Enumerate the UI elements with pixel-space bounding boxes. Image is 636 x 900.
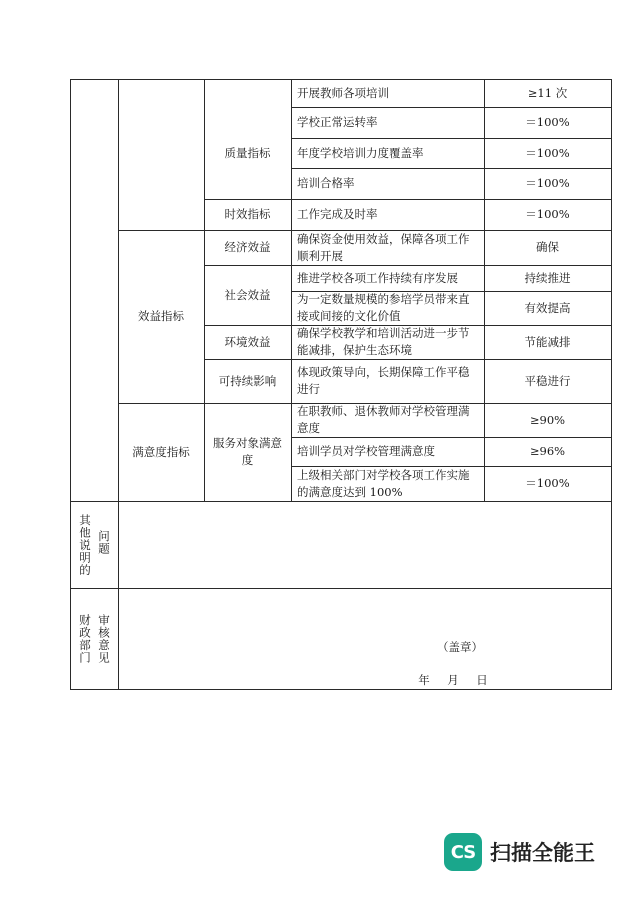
indicator-cell: 为一定数量规模的参培学员带来直接或间接的文化价值 <box>297 292 470 323</box>
indicator-cell: 上级相关部门对学校各项工作实施的满意度达到 100% <box>297 467 470 499</box>
indicator-cell: 推进学校各项工作持续有序发展 <box>297 270 458 285</box>
value-cell: ≥90% <box>529 412 566 427</box>
indicator-cell: 培训学员对学校管理满意度 <box>297 444 435 458</box>
value-cell: ＝100% <box>525 145 570 160</box>
finance-department-label: 财政部门 <box>78 614 92 664</box>
value-cell: 确保 <box>536 240 559 254</box>
value-cell: ≥96% <box>529 444 566 458</box>
date-day: 日 <box>476 672 488 687</box>
app-name-watermark: 扫描全能王 <box>490 841 595 865</box>
level3-environmental-benefit: 环境效益 <box>224 334 271 349</box>
indicator-cell: 开展教师各项培训 <box>297 85 389 100</box>
value-cell: 有效提高 <box>524 300 571 315</box>
level3-economic-benefit: 经济效益 <box>224 240 271 254</box>
level3-sustainable-impact: 可持续影响 <box>218 373 277 388</box>
value-cell: ＝100% <box>525 176 570 190</box>
value-cell: ＝100% <box>525 476 570 490</box>
value-cell: ＝100% <box>525 115 570 129</box>
indicator-cell: 培训合格率 <box>297 176 355 190</box>
camscanner-logo: CS <box>444 833 482 871</box>
review-opinion-label: 审核意见 <box>97 614 111 664</box>
value-cell: 平稳进行 <box>524 373 571 388</box>
indicator-cell: 确保资金使用效益，保障各项工作顺利开展 <box>297 231 470 263</box>
level3-service-satisfaction: 服务对象满意度 <box>213 436 282 467</box>
value-cell: ＝100% <box>525 207 570 221</box>
indicator-cell: 在职教师、退休教师对学校管理满意度 <box>297 404 470 435</box>
indicator-cell: 体现政策导向，长期保障工作平稳进行 <box>297 365 470 396</box>
value-cell: ≥11 次 <box>527 85 568 100</box>
seal-text: （盖章） <box>437 639 483 654</box>
level3-social-benefit: 社会效益 <box>224 287 271 302</box>
level3-quality-indicator: 质量指标 <box>224 145 271 160</box>
date-month: 月 <box>447 672 459 687</box>
indicator-cell: 学校正常运转率 <box>297 115 378 129</box>
date-year: 年 <box>418 672 430 687</box>
value-cell: 节能减排 <box>524 334 571 349</box>
indicator-cell: 年度学校培训力度覆盖率 <box>297 145 424 160</box>
indicator-cell: 确保学校教学和培训活动进一步节能减排，保护生态环境 <box>297 326 470 357</box>
level2-benefit-indicator: 效益指标 <box>138 309 184 323</box>
other-issues-label: 其他说明的 <box>78 514 92 577</box>
level2-satisfaction-indicator: 满意度指标 <box>132 444 190 459</box>
level3-timeliness-indicator: 时效指标 <box>224 207 271 221</box>
indicator-cell: 工作完成及时率 <box>297 207 378 221</box>
other-issues-label-2: 问题 <box>97 530 111 555</box>
value-cell: 持续推进 <box>524 270 571 285</box>
